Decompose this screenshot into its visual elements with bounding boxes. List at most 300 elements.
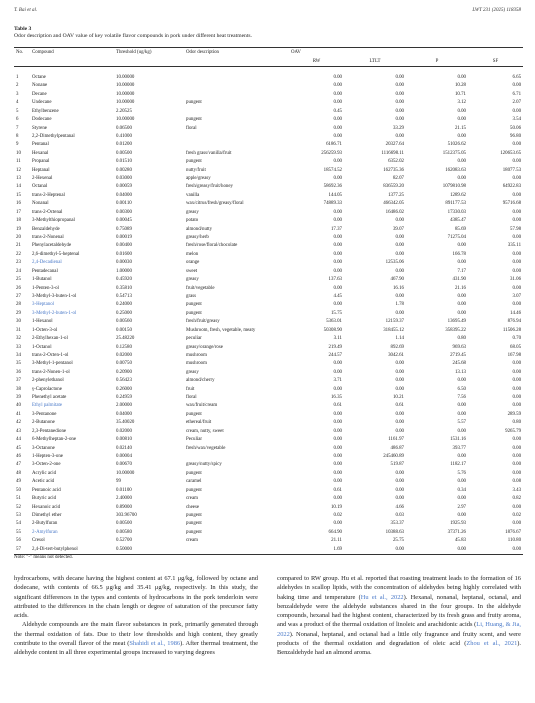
cell-odor [184,133,289,141]
cell-rw: 256259.93 [321,150,342,156]
table-row [14,386,523,394]
cell-no: 7 [16,125,19,131]
cell-p: 1289.62 [450,192,466,198]
cell-odor [184,108,289,116]
cell-odor: pungent [186,302,202,308]
cell-compound: Propanal [32,159,50,165]
cell-threshold: 0.03000 [116,176,132,182]
cell-p: 0.00 [457,378,466,384]
cell-no: 16 [16,201,21,207]
table-row [14,344,523,352]
cell-no: 13 [16,176,21,182]
table-row [14,360,523,368]
cell-ltlt: 466342.05 [383,201,404,207]
cell-odor: greasy/nutty/spicy [186,462,222,468]
cell-no: 48 [16,470,21,476]
cell-compound: Nonane [32,83,48,89]
cell-sf: 0.00 [512,285,522,291]
cell-odor: pungent [186,310,202,316]
cell-threshold: 10.00000 [116,83,135,89]
cell-sf: 11506.28 [502,327,522,333]
cell-ltlt: 82.07 [392,176,404,182]
cell-odor: pungent [186,521,202,527]
cell-no: 54 [16,521,21,527]
table-row [14,217,523,225]
cell-rw: 0.00 [333,251,342,257]
cell-threshold: 0.45920 [116,277,132,283]
cell-p: 0.00 [457,293,466,299]
cell-sf: 120653.65 [500,150,522,156]
cell-compound: γ-Caprolactone [32,386,62,392]
cell-compound: 2,6-dimethyl-5-heptenal [32,251,80,257]
cell-rw: 0.02 [333,512,342,518]
col-header-ltlt: LTLT [344,57,406,67]
cell-threshold: 0.00750 [116,361,132,367]
cell-ltlt: 0.00 [395,487,404,493]
cell-p: 1079810.98 [442,184,466,190]
cell-compound: Decane [32,91,47,97]
cell-ltlt: 0.00 [395,361,404,367]
table-row [14,200,523,208]
cell-no: 57 [14,546,30,555]
cell-threshold: 0.00500 [116,521,132,527]
cell-p: 13695.49 [447,319,466,325]
cell-sf: 3.07 [512,293,522,299]
cell-ltlt: 0.00 [395,100,404,106]
cell-p: 37371.26 [447,529,466,535]
cell-ltlt: 0.00 [395,268,404,274]
cell-ltlt: 519.87 [390,462,404,468]
citation-link[interactable]: Shahidi et al., 1986 [129,640,181,648]
cell-p: 0.00 [457,428,466,434]
table-row [14,234,523,242]
cell-rw: 0.00 [333,100,342,106]
citation-link[interactable]: Zhou et al., 2021 [466,640,518,648]
header-authors: T. Bai et al. [14,8,38,13]
cell-sf: 0.00 [512,142,522,148]
cell-no: 29 [16,310,21,316]
table-row [14,487,523,495]
cell-sf: 0.00 [512,470,522,476]
table-row [14,158,523,166]
cell-p: 2719.45 [450,352,466,358]
cell-rw: 3.71 [333,378,342,384]
cell-no: 38 [16,386,21,392]
cell-p: 0.00 [457,133,466,139]
cell-sf: 0.00 [512,453,522,459]
table-row [14,411,523,419]
body-paragraph [14,574,258,620]
cell-no: 37 [16,378,21,384]
cell-threshold: 2.40000 [116,496,132,502]
citation-link[interactable]: Li, Huang, & Jia, 2022 [277,621,521,638]
cell-sf: 50.06 [510,125,522,131]
cell-ltlt: 0.00 [395,496,404,502]
cell-threshold: 0.04000 [116,192,132,198]
cell-rw: 219.49 [328,344,342,350]
cell-compound: 2,4-Decadienal [32,260,62,266]
body-column-right [277,574,521,658]
cell-no: 6 [16,117,19,123]
cell-odor: orange [186,260,200,266]
table-row [14,91,523,99]
cell-sf: 0.08 [512,479,522,485]
table-row [14,352,523,360]
cell-compound: 2-Butylfuran [32,521,58,527]
cell-odor: ethereal/fruit [186,420,212,426]
cell-threshold: 0.54713 [116,293,132,299]
cell-no: 39 [16,395,21,401]
cell-odor: wax/citrus/fresh/greasy/floral [186,201,244,207]
cell-sf: 289.59 [507,411,522,417]
oav-table [14,47,523,555]
cell-ltlt: 10.21 [392,395,404,401]
cell-no: 47 [16,462,21,468]
cell-odor: greasy [186,369,199,375]
cell-no: 33 [16,344,21,350]
cell-no: 40 [16,403,21,409]
cell-sf: 0.00 [512,176,522,182]
table-row [14,537,523,545]
cell-rw: 0.00 [333,83,342,89]
col-header-threshold: Threshold (ug/kg) [114,48,184,58]
cell-compound: 1-Hexanol [32,319,53,325]
cell-p: 17330.03 [447,209,466,215]
body-paragraph [14,620,258,657]
cell-p: 45.83 [454,538,466,544]
table-row [14,108,523,116]
cell-sf: 0.00 [512,235,522,241]
cell-threshold: 0.01600 [116,251,132,257]
cell-threshold: 0.00059 [116,184,132,190]
cell-ltlt: 25.75 [392,538,404,544]
cell-odor [184,91,289,99]
cell-no: 4 [16,100,19,106]
cell-sf: 0.00 [512,302,522,308]
cell-p: 10.71 [454,91,466,97]
cell-ltlt: 0.00 [395,91,404,97]
cell-compound: 1-Octen-3-ol [32,327,58,333]
cell-p: 0.00 [457,403,466,409]
table-row [14,495,523,503]
body-text: hydrocarbons, with decane having the highest content at 67.1 μg/kg, followed by octane and dodecane, with contents of 66.5 μg/kg and 35.41 μg/kg, respectively. In this study, the significant differences in the types and contents of hydrocarbons in the pork tenderloin were attributed to the differences in the chain length or degree of saturation of the precursor fatty acids. [14,575,258,620]
cell-ltlt: 0.03 [395,512,404,518]
cell-p: 13.13 [454,369,466,375]
cell-no: 8 [16,133,19,139]
cell-p: 4385.47 [450,218,466,224]
table-row [14,293,523,301]
table-row [14,285,523,293]
cell-threshold: 0.89000 [116,504,132,510]
cell-rw: 21.11 [331,538,342,544]
cell-odor: fruit [186,386,195,392]
citation-link[interactable]: Hu et al., 2022 [360,593,404,601]
cell-compound: 2-Butanone [32,420,55,426]
cell-p: 0.00 [457,411,466,417]
cell-ltlt: 0.00 [395,251,404,257]
table-note: Note: "-" means not detected. [14,555,73,560]
table-row [14,116,523,124]
cell-compound: 1-Octanol [32,344,52,350]
cell-threshold: 0.02000 [116,428,132,434]
col-header-oav: OAV [289,48,523,58]
cell-sf: 0.00 [512,462,522,468]
cell-threshold: 10.00000 [116,75,135,80]
cell-compound: 2,3-Pentanedione [32,428,67,434]
table-row [14,226,523,234]
cell-ltlt: 0.00 [395,411,404,417]
body-text: ). After thermal treatment, the aldehyde content in all three experimental groups increased to varying degrees [14,640,258,657]
cell-compound: 3-Methylthiopropanal [32,218,75,224]
cell-compound: 2,4-Di-tert-butylphenol [30,546,114,555]
cell-odor: apple/greasy [186,176,211,182]
cell-no: 30 [16,319,21,325]
cell-compound: Cresol [32,538,45,544]
cell-no: 53 [16,512,21,518]
cell-odor: greasy [186,209,199,215]
cell-threshold: 0.56423 [116,378,132,384]
cell-rw: 10.19 [330,504,342,510]
cell-sf: 57.98 [510,226,522,232]
cell-threshold: 0.00030 [116,260,132,266]
table-row [14,327,523,335]
cell-odor: almond/nutty [186,226,213,232]
cell-threshold: 0.26000 [116,386,132,392]
cell-compound: Ethylbenzene [32,108,59,114]
table-row [14,453,523,461]
cell-sf: 0.00 [512,108,522,114]
cell-compound: Butyric acid [32,496,57,502]
cell-no: 27 [16,293,21,299]
cell-rw: 0.00 [333,209,342,215]
cell-p: 0.00 [457,310,466,316]
cell-rw: 0.00 [333,218,342,224]
cell-ltlt: 0.00 [395,133,404,139]
cell-compound: 1-Butanol [32,277,52,283]
cell-threshold: 0.00019 [116,235,132,241]
cell-sf: 0.00 [512,361,522,367]
cell-sf: 0.00 [512,504,522,510]
cell-sf: 0.00 [512,386,522,392]
cell-sf: 96.80 [510,133,522,139]
cell-ltlt: 836559.20 [383,184,404,190]
table-row [14,99,523,107]
table-row [14,445,523,453]
cell-p: 0.00 [457,117,466,123]
cell-compound: Pentadecanal [32,268,58,274]
cell-threshold: 0.50000 [114,546,184,555]
cell-rw: 3.11 [333,336,342,342]
cell-threshold: 0.00110 [116,201,132,207]
cell-rw: 1.69 [289,546,344,555]
cell-odor: pungent [186,100,202,106]
cell-no: 31 [16,327,21,333]
cell-threshold: 0.00560 [116,319,132,325]
cell-sf: 3.54 [512,117,522,123]
cell-threshold: 0.41000 [116,133,132,139]
cell-p: 358395.22 [445,327,466,333]
cell-sf: 335.11 [507,243,522,249]
cell-p: 166.78 [452,251,466,257]
cell-p: 245.68 [452,361,466,367]
cell-ltlt: 4.66 [395,504,404,510]
cell-p: 0.00 [406,546,468,555]
cell-sf: 6.71 [512,91,522,97]
cell-sf: 0.00 [512,395,522,401]
running-header [14,8,521,13]
cell-sf: 95716.68 [502,201,522,207]
cell-threshold: 0.00500 [116,150,132,156]
cell-no: 32 [16,336,21,342]
cell-sf: 167.98 [507,352,522,358]
cell-ltlt: 0.00 [395,479,404,485]
col-header-sf: SF [468,57,523,67]
cell-p: 0.00 [457,512,466,518]
cell-no: 5 [16,108,19,114]
cell-ltlt: 162735.36 [383,167,404,173]
cell-p: 5.57 [457,420,466,426]
cell-ltlt: 12159.37 [385,319,404,325]
body-paragraph [277,574,521,658]
cell-compound: 3-Octanone [32,445,55,451]
cell-compound: 3-Octen-2-one [32,462,61,468]
cell-ltlt: 0.00 [395,420,404,426]
cell-ltlt: 0.00 [395,369,404,375]
cell-compound: 3-Pentanone [32,411,57,417]
cell-sf: 0.02 [512,512,522,518]
table-row [14,369,523,377]
cell-ltlt: 0.00 [395,108,404,114]
cell-ltlt: 0.00 [395,235,404,241]
cell-no: 12 [16,167,21,173]
cell-threshold: 25.48220 [116,336,135,342]
table-row [14,167,523,175]
cell-no: 41 [16,411,21,417]
table-body [14,67,523,555]
cell-compound: Ethyl palmitate [32,403,63,409]
cell-odor: melon [186,251,199,257]
cell-ltlt: 318455.12 [383,327,404,333]
cell-compound: trans-2-Heptenal [32,192,65,198]
cell-threshold: 0.52700 [116,538,132,544]
cell-rw: 0.00 [333,445,342,451]
cell-compound: Pentanal [32,142,49,148]
cell-sf: 0.00 [512,209,522,215]
cell-compound: 1-Hepten-3-one [32,453,63,459]
cell-odor: Mushroom, fresh, vegetable, meaty [186,327,256,333]
cell-rw: 0.00 [333,479,342,485]
table-row [14,259,523,267]
table-row [14,529,523,537]
cell-no: 35 [16,361,21,367]
cell-compound: Acetic acid [32,479,55,485]
cell-threshold: 0.00400 [116,243,132,249]
cell-threshold: 0.00580 [116,529,132,535]
cell-p: 431.90 [452,277,466,283]
cell-odor: greasy/herb [186,235,209,241]
cell-p: 0.00 [457,108,466,114]
cell-p: 51026.62 [447,142,466,148]
table-row [14,251,523,259]
table-row [14,461,523,469]
cell-ltlt: 0.00 [395,293,404,299]
cell-odor: pungent [186,512,202,518]
cell-sf: 0.00 [512,521,522,527]
table-caption [14,26,524,40]
cell-ltlt: 0.00 [395,75,404,80]
cell-sf: 0.00 [512,445,522,451]
cell-rw: 0.00 [333,243,342,249]
cell-odor: pungent [186,117,202,123]
cell-compound: 2-Ethylhexan-1-ol [32,336,68,342]
table-row [14,141,523,149]
cell-rw: 0.00 [333,462,342,468]
cell-rw: 144.05 [328,192,342,198]
cell-compound: Nonanal [32,201,49,207]
table-row [14,82,523,90]
cell-ltlt: 1161.97 [388,437,404,443]
cell-threshold: 35.40020 [116,420,135,426]
table-row [14,192,523,200]
cell-sf: 0.00 [512,378,522,384]
cell-threshold: 99 [116,479,121,485]
body-text: compared to RW group. Hu et al. reported that roasting treatment leads to the formation of 16 aldehydes in scallop lipids, with the concentration of aldehydes being highly correlated with baking time and temperature ( [277,575,521,601]
cell-sf: 14.46 [510,310,522,316]
table-row [14,67,523,83]
cell-rw: 0.00 [333,496,342,502]
table-row [14,183,523,191]
cell-p: 21.15 [454,125,466,131]
cell-no: 44 [16,437,21,443]
cell-threshold: 0.00004 [116,453,132,459]
cell-compound: trans-2-Nonen-1-ol [32,369,70,375]
cell-p: 0.00 [457,302,466,308]
cell-threshold: 0.00810 [116,437,132,443]
cell-compound: 3-Methyl-2-buten-1-ol [32,310,77,316]
cell-rw: 0.61 [333,487,342,493]
cell-compound: trans-2-Octenal [32,209,63,215]
cell-p: 2.97 [457,504,466,510]
cell-threshold: 0.04000 [116,411,132,417]
cell-ltlt: 0.00 [395,117,404,123]
cell-odor: fresh/rose/floral/chocolate [186,243,238,249]
cell-threshold: 0.02000 [116,352,132,358]
cell-odor: pungent [186,529,202,535]
cell-p: 1182.17 [450,462,466,468]
cell-no: 21 [16,243,21,249]
cell-rw: 0.00 [333,117,342,123]
cell-sf: 0.82 [512,496,522,502]
cell-ltlt: 33.29 [392,125,404,131]
table-row [14,335,523,343]
cell-ltlt: 0.00 [344,546,406,555]
cell-no: 9 [16,142,19,148]
cell-compound: Undecane [32,100,52,106]
cell-odor: mushroom [186,352,207,358]
cell-compound: 6-Methylheptan-2-one [32,437,77,443]
cell-odor: nutty/fruit [186,167,206,173]
table-row [14,242,523,250]
cell-no: 1 [16,75,19,80]
cell-sf: 64922.83 [502,184,522,190]
cell-no: 17 [16,209,21,215]
cell-odor: grass [186,293,197,299]
cell-compound: 2-Amylfuran [32,529,58,535]
cell-p: 969.63 [452,344,466,350]
table-row [14,377,523,385]
table-row [14,428,523,436]
cell-no: 2 [16,83,19,89]
